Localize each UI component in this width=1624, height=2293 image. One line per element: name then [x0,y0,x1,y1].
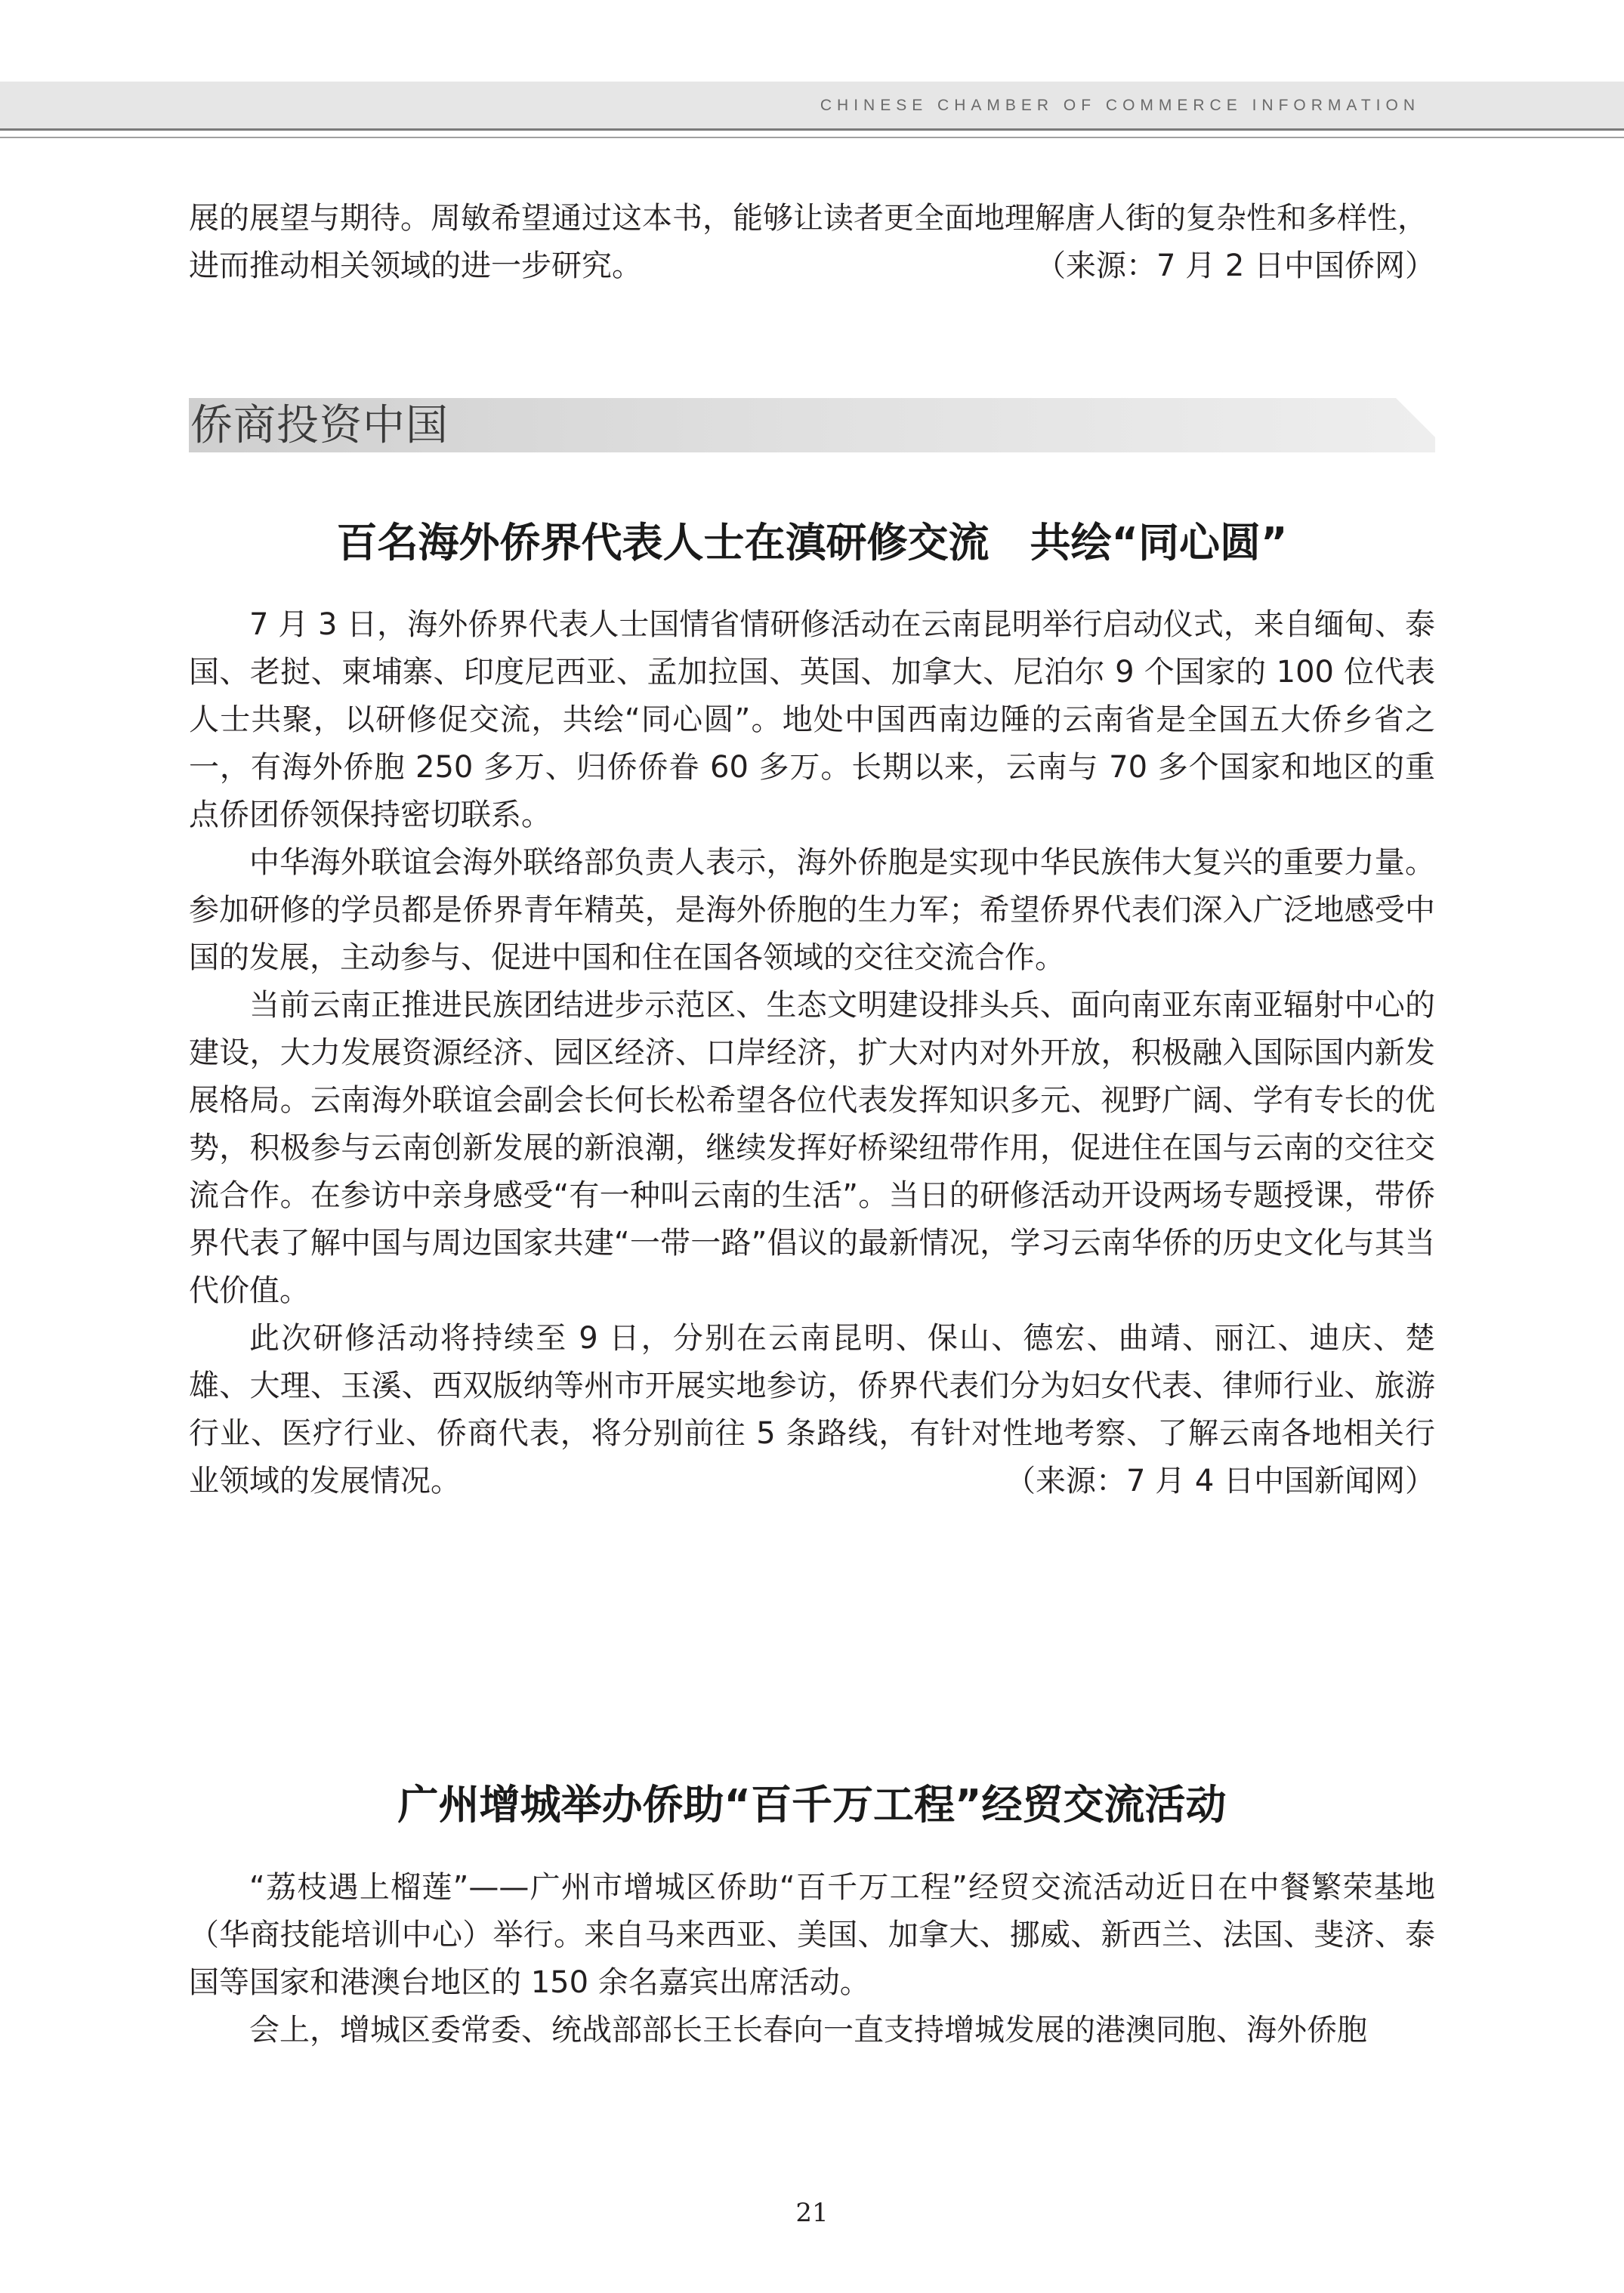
article-paragraph: 此次研修活动将持续至 9 日，分别在云南昆明、保山、德宏、曲靖、丽江、迪庆、楚雄、大理、玉溪、西双版纳等州市开展实地参访，侨界代表们分为妇女代表、律师行业、旅游行业、医疗行业、侨商代表，将分别前往 5 条路线，有针对性地考察、了解云南各地相关行业领域的发展情况。 [189,1321,1435,1498]
header-rule [0,128,1624,131]
prev-article-source: （来源：7 月 2 日中国侨网） [1035,248,1435,283]
article-body [189,1864,1435,2054]
prev-article-continuation [189,195,1435,290]
article-paragraph: “荔枝遇上榴莲”——广州市增城区侨助“百千万工程”经贸交流活动近日在中餐繁荣基地（华商技能培训中心）举行。来自马来西亚、美国、加拿大、挪威、新西兰、法国、斐济、泰国等国家和港澳台地区的 150 余名嘉宾出席活动。 [189,1870,1435,2000]
header-label: CHINESE CHAMBER OF COMMERCE INFORMATION [820,97,1420,114]
article-paragraph: 7 月 3 日，海外侨界代表人士国情省情研修活动在云南昆明举行启动仪式，来自缅甸、泰国、老挝、柬埔寨、印度尼西亚、孟加拉国、英国、加拿大、尼泊尔 9 个国家的 100 位代表人士共聚，以研修促交流，共绘“同心圆”。地处中国西南边陲的云南省是全国五大侨乡省之一，有海外侨胞 250 多万、归侨侨眷 60 多万。长期以来，云南与 70 多个国家和地区的重点侨团侨领保持密切联系。 [189,607,1435,832]
article-paragraph: 当前云南正推进民族团结进步示范区、生态文明建设排头兵、面向南亚东南亚辐射中心的建设，大力发展资源经济、园区经济、口岸经济，扩大对内对外开放，积极融入国际国内新发展格局。云南海外联谊会副会长何长松希望各位代表发挥知识多元、视野广阔、学有专长的优势，积极参与云南创新发展的新浪潮，继续发挥好桥梁纽带作用，促进住在国与云南的交往交流合作。在参访中亲身感受“有一种叫云南的生活”。当日的研修活动开设两场专题授课，带侨界代表了解中国与周边国家共建“一带一路”倡议的最新情况，学习云南华侨的历史文化与其当代价值。 [189,988,1435,1308]
header-rule-thin [0,137,1624,138]
article-body [189,601,1435,1505]
prev-article-line: 展的展望与期待。周敏希望通过这本书，能够让读者更全面地理解唐人街的复杂性和多样性， [189,201,1428,236]
article-title: 广州增城举办侨助“百千万工程”经贸交流活动 [397,1781,1227,1829]
section-title: 侨商投资中国 [190,401,449,450]
page-number: 21 [795,2198,829,2228]
article-paragraph: 中华海外联谊会海外联络部负责人表示，海外侨胞是实现中华民族伟大复兴的重要力量。参加研修的学员都是侨界青年精英，是海外侨胞的生力军；希望侨界代表们深入广泛地感受中国的发展，主动参与、促进中国和住在国各领域的交往交流合作。 [189,845,1435,975]
article-source: （来源：7 月 4 日中国新闻网） [1005,1464,1435,1498]
article-paragraph: 会上，增城区委常委、统战部部长王长春向一直支持增城发展的港澳同胞、海外侨胞 [249,2013,1367,2048]
article-title: 百名海外侨界代表人士在滇研修交流 共绘“同心圆” [336,519,1288,566]
prev-article-line: 进而推动相关领域的进一步研究。 [189,248,642,283]
